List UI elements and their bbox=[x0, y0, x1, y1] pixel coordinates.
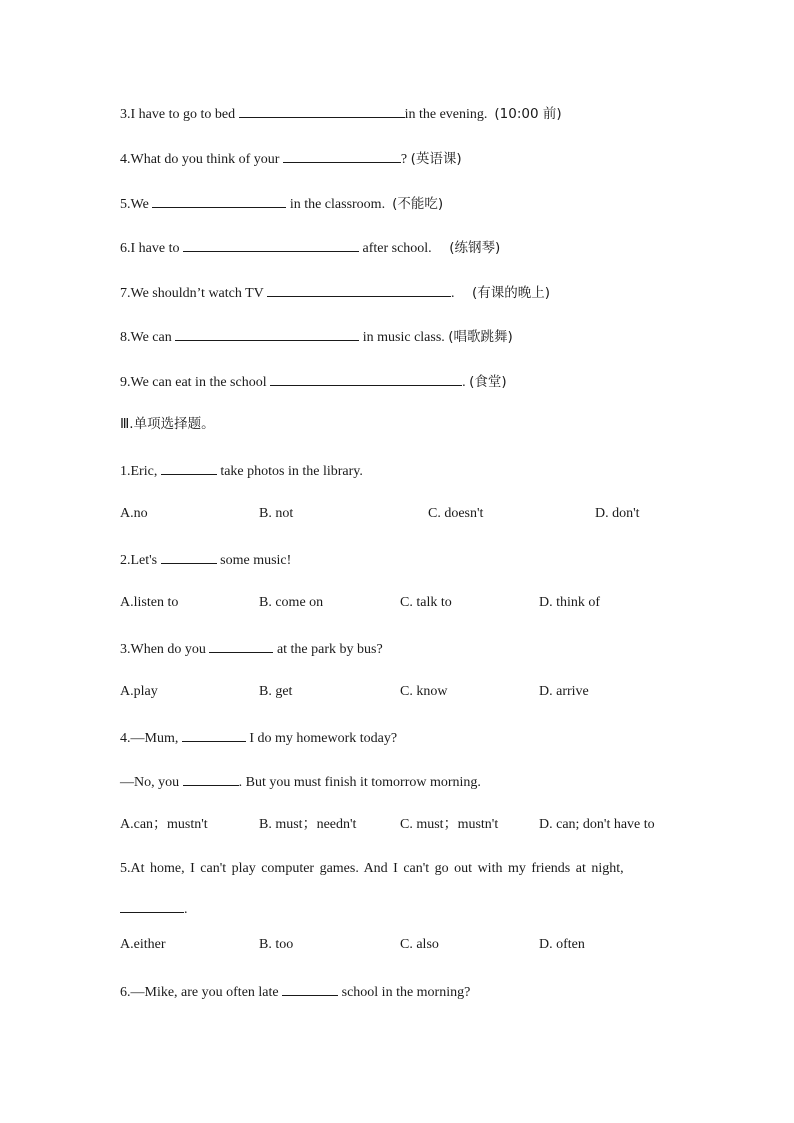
chinese-hint: (英语课) bbox=[410, 151, 462, 167]
item-text: after school. bbox=[358, 241, 432, 256]
chinese-hint: (有课的晚上) bbox=[472, 285, 551, 301]
question-1 bbox=[120, 460, 363, 481]
answer-blank[interactable] bbox=[182, 727, 246, 742]
question-text: —No, you bbox=[120, 775, 183, 790]
question-text: 3.When do you bbox=[120, 642, 210, 657]
chinese-hint: (不能吃) bbox=[392, 196, 444, 212]
item-text: in the classroom. bbox=[286, 197, 386, 212]
fill-item-6 bbox=[120, 237, 500, 258]
answer-blank[interactable] bbox=[270, 371, 462, 386]
section-title: Ⅲ.单项选择题。 bbox=[120, 416, 215, 432]
question-4 bbox=[120, 727, 397, 748]
question-2 bbox=[120, 549, 291, 570]
answer-blank[interactable] bbox=[175, 326, 359, 341]
option-c[interactable]: C. talk to bbox=[400, 595, 452, 610]
option-c[interactable]: C. know bbox=[400, 684, 448, 699]
question-text: . But you must finish it tomorrow morning. bbox=[238, 775, 481, 790]
option-a[interactable]: A.listen to bbox=[120, 595, 179, 610]
option-d[interactable]: D. can; don't have to bbox=[539, 817, 655, 832]
option-b[interactable]: B. too bbox=[259, 937, 294, 952]
fill-item-5 bbox=[120, 193, 443, 214]
chinese-hint: (唱歌跳舞) bbox=[448, 329, 513, 345]
item-text: 5.We bbox=[120, 197, 153, 212]
option-a[interactable]: A.can；mustn't bbox=[120, 817, 208, 832]
answer-blank[interactable] bbox=[209, 638, 273, 653]
item-text: . bbox=[451, 286, 455, 301]
item-text: 4.What do you think of your bbox=[120, 152, 283, 167]
fill-item-3 bbox=[120, 103, 562, 124]
item-text: 3.I have to go to bed bbox=[120, 107, 239, 122]
answer-blank[interactable] bbox=[183, 237, 359, 252]
item-text: in music class. bbox=[359, 330, 445, 345]
option-c[interactable]: C. also bbox=[400, 937, 439, 952]
answer-blank[interactable] bbox=[283, 148, 401, 163]
question-text: some music! bbox=[216, 553, 292, 568]
question-text: I do my homework today? bbox=[245, 731, 398, 746]
option-a[interactable]: A.no bbox=[120, 506, 148, 521]
chinese-hint: (练钢琴) bbox=[449, 240, 501, 256]
option-a[interactable]: A.either bbox=[120, 937, 166, 952]
option-d[interactable]: D. often bbox=[539, 937, 585, 952]
fill-item-9 bbox=[120, 371, 507, 392]
question-3 bbox=[120, 638, 383, 659]
question-text: at the park by bus? bbox=[273, 642, 383, 657]
option-a[interactable]: A.play bbox=[120, 684, 158, 699]
answer-blank[interactable] bbox=[183, 771, 239, 786]
answer-blank[interactable] bbox=[161, 460, 217, 475]
question-4-response bbox=[120, 771, 481, 792]
option-c[interactable]: C. doesn't bbox=[428, 506, 484, 521]
item-text: 6.I have to bbox=[120, 241, 183, 256]
question-text: 6.—Mike, are you often late bbox=[120, 985, 283, 1000]
question-6 bbox=[120, 981, 470, 1002]
chinese-hint: (10:00 前) bbox=[494, 106, 562, 122]
fill-item-7 bbox=[120, 282, 550, 303]
question-text: . bbox=[184, 902, 188, 917]
option-d[interactable]: D. arrive bbox=[539, 684, 589, 699]
question-text: 1.Eric, bbox=[120, 464, 161, 479]
question-text: take photos in the library. bbox=[216, 464, 363, 479]
option-b[interactable]: B. must；needn't bbox=[259, 817, 357, 832]
option-c[interactable]: C. must；mustn't bbox=[400, 817, 499, 832]
question-5-line2 bbox=[120, 898, 188, 919]
option-b[interactable]: B. not bbox=[259, 506, 294, 521]
question-text: 2.Let's bbox=[120, 553, 161, 568]
answer-blank[interactable] bbox=[267, 282, 451, 297]
answer-blank[interactable] bbox=[120, 898, 184, 913]
question-5: 5.At home, I can't play computer games. And I can't go out with my friends at night, bbox=[120, 861, 624, 876]
item-text: 9.We can eat in the school bbox=[120, 375, 271, 390]
question-text: school in the morning? bbox=[338, 985, 471, 1000]
option-b[interactable]: B. get bbox=[259, 684, 293, 699]
item-text: . bbox=[462, 375, 466, 390]
chinese-hint: (食堂) bbox=[469, 374, 507, 390]
fill-item-4 bbox=[120, 148, 462, 169]
question-text: 4.—Mum, bbox=[120, 731, 182, 746]
answer-blank[interactable] bbox=[282, 981, 338, 996]
item-text: 8.We can bbox=[120, 330, 176, 345]
option-d[interactable]: D. don't bbox=[595, 506, 640, 521]
answer-blank[interactable] bbox=[161, 549, 217, 564]
answer-blank[interactable] bbox=[152, 193, 286, 208]
item-text: 7.We shouldn’t watch TV bbox=[120, 286, 268, 301]
item-text: ? bbox=[400, 152, 408, 167]
option-d[interactable]: D. think of bbox=[539, 595, 601, 610]
option-b[interactable]: B. come on bbox=[259, 595, 324, 610]
item-text: in the evening. bbox=[404, 107, 488, 122]
fill-item-8 bbox=[120, 326, 513, 347]
answer-blank[interactable] bbox=[239, 103, 405, 118]
